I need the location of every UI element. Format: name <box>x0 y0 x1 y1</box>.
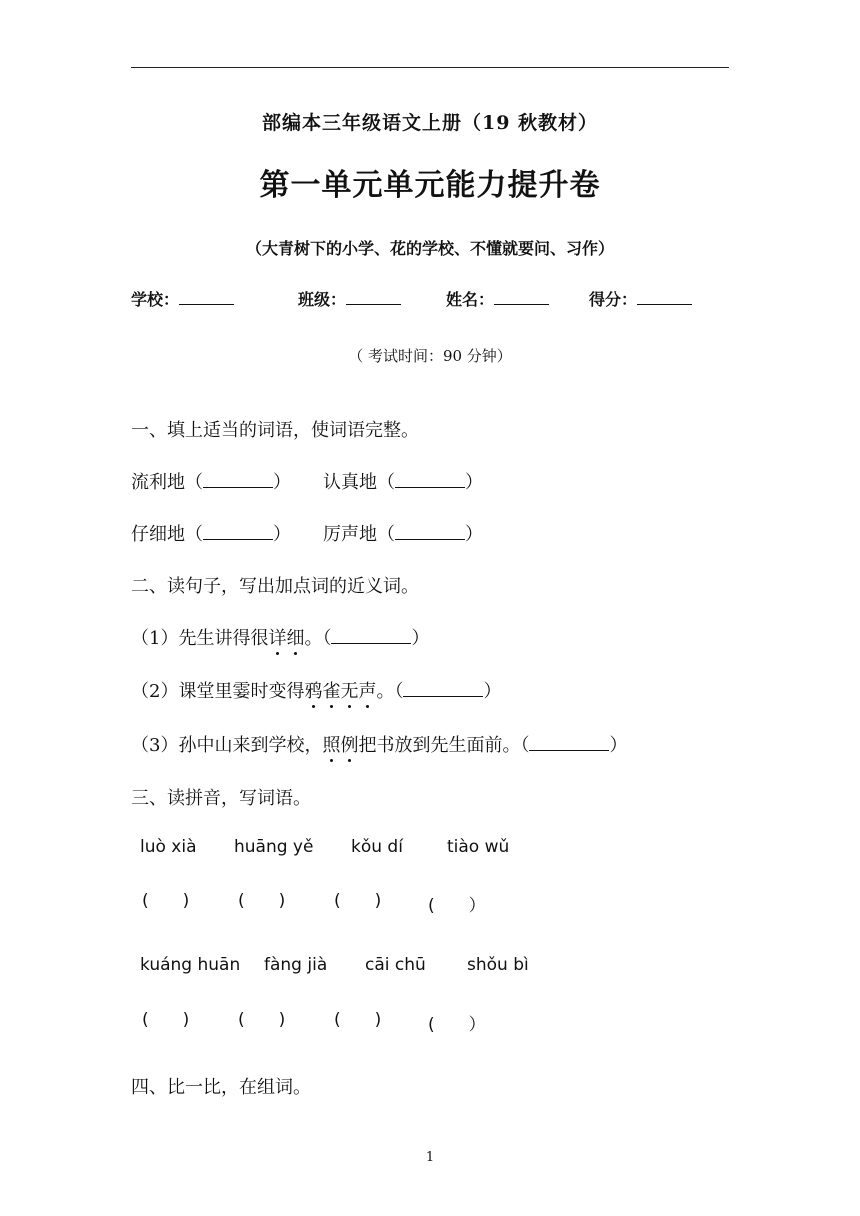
pinyin-2: huāng yě <box>234 837 314 857</box>
dotted-char: 例 <box>340 731 358 757</box>
pinyin-8: shǒu bì <box>467 955 529 975</box>
exam-scope: （大青树下的小学、花的学校、不懂就要问、习作） <box>245 239 614 258</box>
s1-blank-3[interactable] <box>203 521 273 540</box>
exam-subtitle: 部编本三年级语文上册（19 秋教材） <box>261 112 599 134</box>
section4-heading: 四、比一比，在组词。 <box>131 1077 311 1098</box>
dotted-char: 照 <box>322 731 340 757</box>
answer-box-2[interactable]: ( ) <box>238 891 286 911</box>
score-label: 得分： <box>589 290 638 309</box>
s1-item-2: 认真地（ ） <box>323 468 483 494</box>
s1-blank-1[interactable] <box>203 469 273 488</box>
s2-question-1: （1）先生讲得很详细。（ ） <box>131 624 429 650</box>
dotted-char: 详 <box>268 624 286 650</box>
pinyin-6: fàng jià <box>264 955 328 975</box>
pinyin-7: cāi chū <box>365 955 426 975</box>
score-blank[interactable] <box>637 286 692 305</box>
pinyin-3: kǒu dí <box>351 837 403 857</box>
answer-box-3[interactable]: ( ) <box>334 891 382 911</box>
s2-blank-3[interactable] <box>529 732 609 751</box>
score-field[interactable] <box>589 286 692 310</box>
answer-box-1[interactable]: ( ) <box>142 891 190 911</box>
s2-blank-2[interactable] <box>403 678 483 697</box>
s2-question-3: （3）孙中山来到学校，照例把书放到先生面前。（ ） <box>131 731 627 757</box>
pinyin-1: luò xià <box>140 837 197 857</box>
section2-heading: 二、读句子，写出加点词的近义词。 <box>131 576 419 597</box>
dotted-char: 雀 <box>322 677 340 703</box>
answer-box-7[interactable]: ( ) <box>334 1010 382 1030</box>
answer-box-6[interactable]: ( ) <box>238 1010 286 1030</box>
s1-item-3: 仔细地（ ） <box>131 520 291 546</box>
answer-box-5[interactable]: ( ) <box>142 1010 190 1030</box>
exam-time: （ 考试时间：90 分钟） <box>348 347 512 365</box>
section1-heading: 一、填上适当的词语，使词语完整。 <box>131 420 419 441</box>
dotted-char: 声 <box>358 677 376 703</box>
section3-heading: 三、读拼音，写词语。 <box>131 788 311 809</box>
exam-title: 第一单元单元能力提升卷 <box>259 168 601 203</box>
s1-blank-2[interactable] <box>395 469 465 488</box>
page-number: 1 <box>425 1150 435 1165</box>
class-field[interactable] <box>298 286 401 310</box>
school-label: 学校： <box>131 290 180 309</box>
dotted-char: 无 <box>340 677 358 703</box>
s2-question-2: （2）课堂里霎时变得鸦雀无声。（ ） <box>131 677 501 703</box>
school-field[interactable] <box>131 286 234 310</box>
s1-blank-4[interactable] <box>395 521 465 540</box>
class-label: 班级： <box>298 290 347 309</box>
header-rule <box>131 67 729 68</box>
name-field[interactable] <box>446 286 549 310</box>
s1-item-4: 厉声地（ ） <box>323 520 483 546</box>
dotted-char: 细 <box>286 624 304 650</box>
answer-box-8[interactable]: ( ） <box>428 1015 486 1035</box>
answer-box-4[interactable]: ( ） <box>428 896 486 916</box>
school-blank[interactable] <box>179 286 234 305</box>
name-label: 姓名： <box>446 290 495 309</box>
s2-blank-1[interactable] <box>331 625 411 644</box>
name-blank[interactable] <box>494 286 549 305</box>
class-blank[interactable] <box>346 286 401 305</box>
pinyin-5: kuáng huān <box>140 955 241 975</box>
pinyin-4: tiào wǔ <box>447 837 510 857</box>
s1-item-1: 流利地（ ） <box>131 468 291 494</box>
dotted-char: 鸦 <box>304 677 322 703</box>
